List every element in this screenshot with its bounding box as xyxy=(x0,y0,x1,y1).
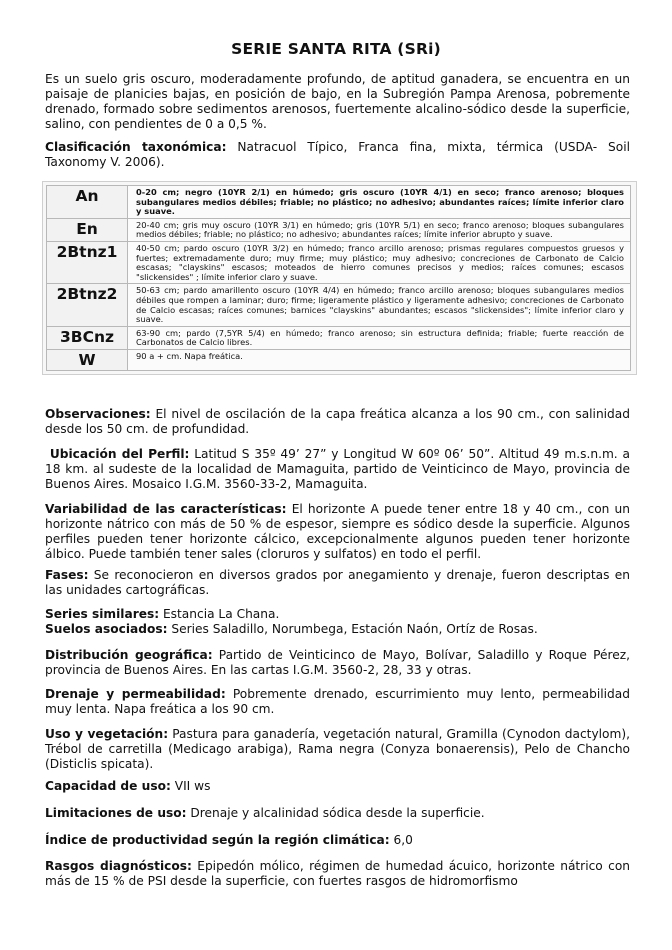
indice-label: Índice de productividad según la región climática: xyxy=(45,833,390,847)
horizon-row xyxy=(47,349,631,370)
horizon-code: En xyxy=(47,218,128,241)
horizon-code: An xyxy=(47,186,128,219)
observaciones-text: El nivel de oscilación de la capa freática alcanza a los 90 cm., con salinidad desde los 50 cm. de profundidad. xyxy=(45,407,630,436)
observaciones-label: Observaciones: xyxy=(45,407,151,421)
drenaje-label: Drenaje y permeabilidad: xyxy=(45,687,226,701)
uso-label: Uso y vegetación: xyxy=(45,727,169,741)
horizon-row xyxy=(47,284,631,326)
horizon-code: 2Btnz2 xyxy=(47,284,128,326)
variabilidad-paragraph xyxy=(45,502,630,562)
horizons-table xyxy=(46,185,631,371)
limitaciones-text: Drenaje y alcalinidad sódica desde la superficie. xyxy=(186,806,485,820)
horizon-code: W xyxy=(47,349,128,370)
series-similares-paragraph xyxy=(45,607,630,622)
suelos-asociados-paragraph xyxy=(45,622,630,637)
capacidad-text: VII ws xyxy=(170,779,211,793)
horizon-description: 63-90 cm; pardo (7,5YR 5/4) en húmedo; franco arenoso; sin estructura definida; friable; fuerte reacción de Carbonatos de Calcio libres. xyxy=(128,326,631,349)
capacidad-paragraph xyxy=(45,779,630,794)
ubicacion-label: Ubicación del Perfil: xyxy=(49,447,190,461)
suelos-asociados-text: Series Saladillo, Norumbega, Estación Naón, Ortíz de Rosas. xyxy=(167,622,538,636)
ubicacion-paragraph xyxy=(45,447,630,492)
distribucion-paragraph xyxy=(45,648,630,678)
horizon-row xyxy=(47,186,631,219)
intro-paragraph: Es un suelo gris oscuro, moderadamente profundo, de aptitud ganadera, se encuentra en un paisaje de planicies bajas, en posición de bajo, en la Subregión Pampa Arenosa, pobremente drenado, formado sobre sedimentos arenosos, fuertemente alcalino-sódico desde la superficie, salino, con pendientes de 0 a 0,5 %. xyxy=(45,72,630,131)
horizon-description: 20-40 cm; gris muy oscuro (10YR 3/1) en húmedo; gris (10YR 5/1) en seco; franco arenoso; bloques subangulares medios débiles; friable; no plástico; no adhesivo; abundantes raíces; límite inferior abrupto y suave. xyxy=(128,218,631,241)
horizon-code: 3BCnz xyxy=(47,326,128,349)
ubicacion-text: Latitud S 35º 49’ 27” y Longitud W 60º 06’ 50”. Altitud 49 m.s.n.m. a 18 km. al sudeste de la localidad de Mamaguita, partido de Veinticinco de Mayo, provincia de Buenos Aires. Mosaico I.G.M. 3560-33-2, Mamaguita. xyxy=(45,447,630,491)
horizon-description: 0-20 cm; negro (10YR 2/1) en húmedo; gris oscuro (10YR 4/1) en seco; franco arenoso; bloques subangulares medios débiles; friable; no plástico; no adhesivo; abundantes raíces; límite inferior claro y suave. xyxy=(128,186,631,219)
fases-label: Fases: xyxy=(45,568,89,582)
horizon-row xyxy=(47,218,631,241)
horizon-row xyxy=(47,326,631,349)
uso-text: Pastura para ganadería, vegetación natural, Gramilla (Cynodon dactylom), Trébol de carretilla (Medicago arabiga), Rama negra (Conyza bonaerensis), Pelo de Chancho (Disticlis spicata). xyxy=(45,727,631,771)
fases-paragraph xyxy=(45,568,630,598)
limitaciones-paragraph xyxy=(45,806,630,821)
variabilidad-text: El horizonte A puede tener entre 18 y 40 cm., con un horizonte nátrico con más de 50 % de espesor, siempre es sódico desde la superficie. Algunos perfiles pueden tener horizonte cálcico, excepcionalmente algunos pueden tener horizonte álbico. Puede también tener sales (cloruros y sulfatos) en todo el perfil. xyxy=(45,502,630,561)
horizon-description: 50-63 cm; pardo amarillento oscuro (10YR 4/4) en húmedo; franco arcillo arenoso; bloques subangulares medios débiles que rompen a laminar; duro; firme; ligeramente plástico y ligeramente adhesivo; concreciones de Carbonato de Calcio escasas; raíces comunes; barnices "clayskins" abundantes; escasos "slickensides"; límite inferior claro y suave. xyxy=(128,284,631,326)
indice-paragraph xyxy=(45,833,630,848)
series-similares-label: Series similares: xyxy=(45,607,160,621)
suelos-asociados-label: Suelos asociados: xyxy=(45,622,168,636)
clasificacion-paragraph xyxy=(45,140,630,170)
rasgos-paragraph xyxy=(45,859,630,889)
drenaje-text: Pobremente drenado, escurrimiento muy lento, permeabilidad muy lenta. Napa freática a los 90 cm. xyxy=(45,687,630,716)
variabilidad-label: Variabilidad de las características: xyxy=(45,502,287,516)
fases-text: Se reconocieron en diversos grados por anegamiento y drenaje, fueron descriptas en las unidades cartográficas. xyxy=(45,568,630,597)
series-similares-text: Estancia La Chana. xyxy=(159,607,280,621)
rasgos-text: Epipedón mólico, régimen de humedad ácuico, horizonte nátrico con más de 15 % de PSI desde la superficie, con fuertes rasgos de hidromorfismo xyxy=(45,859,631,888)
horizon-code: 2Btnz1 xyxy=(47,241,128,283)
observaciones-paragraph xyxy=(45,407,630,437)
limitaciones-label: Limitaciones de uso: xyxy=(45,806,187,820)
horizon-description: 90 a + cm. Napa freática. xyxy=(128,349,631,370)
indice-text: 6,0 xyxy=(389,833,413,847)
horizon-description: 40-50 cm; pardo oscuro (10YR 3/2) en húmedo; franco arcillo arenoso; prismas regulares compuestos gruesos y fuertes; extremadamente duro; muy firme; muy plástico; muy adhesivo; concreciones de Carbonato de Calcio escasas; "clayskins" escasos; moteados de hierro comunes precisos y medios; raíces comunes; escasos "slickensides" ; límite inferior claro y suave. xyxy=(128,241,631,283)
distribucion-text: Partido de Veinticinco de Mayo, Bolívar, Saladillo y Roque Pérez, provincia de Buenos Aires. En las cartas I.G.M. 3560-2, 28, 33 y otras. xyxy=(45,648,630,677)
distribucion-label: Distribución geográfica: xyxy=(45,648,213,662)
clasificacion-label: Clasificación taxonómica: xyxy=(45,140,227,154)
page-title: SERIE SANTA RITA (SRi) xyxy=(231,40,441,58)
uso-paragraph xyxy=(45,727,630,772)
rasgos-label: Rasgos diagnósticos: xyxy=(45,859,192,873)
clasificacion-text: Natracuol Típico, Franca fina, mixta, térmica (USDA- Soil Taxonomy V. 2006). xyxy=(45,140,630,169)
horizon-row xyxy=(47,241,631,283)
drenaje-paragraph xyxy=(45,687,630,717)
capacidad-label: Capacidad de uso: xyxy=(45,779,171,793)
